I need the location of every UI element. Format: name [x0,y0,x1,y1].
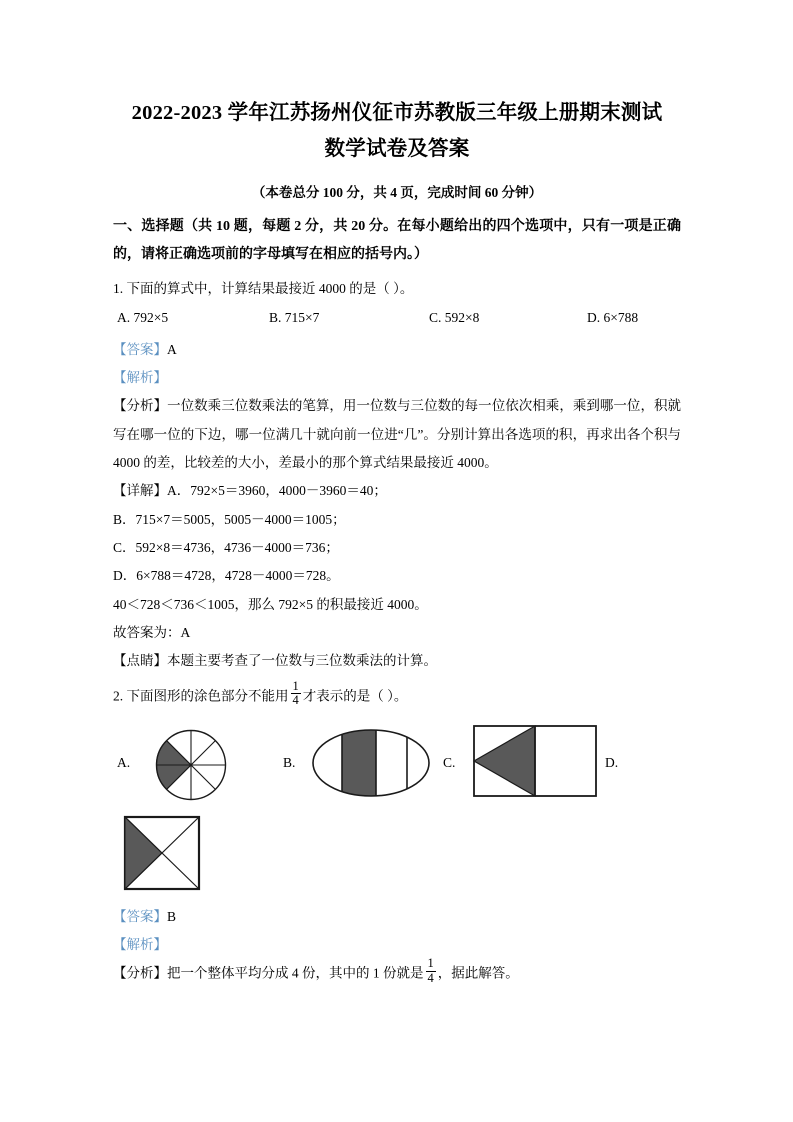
option-c-text: 592×8 [444,309,480,325]
question-1-text: 下面的算式中，计算结果最接近 4000 的是（ ）。 [126,281,414,297]
page-content [113,96,681,988]
square-diagonals-left-triangle-shaded-icon [121,813,203,893]
option-a[interactable] [117,310,168,326]
question-2-answer-line [113,903,681,931]
question-2-number: 2. [113,688,124,704]
option-d[interactable] [587,310,638,326]
option-c[interactable] [429,310,479,326]
analysis-label: 【解析】 [113,937,167,952]
fraction-numerator: 1 [292,678,299,693]
question-2-analysis-prefix: 把一个整体平均分成 4 份，其中的 1 份就是 [167,965,424,981]
analysis-prefix-label: 【分析】 [113,965,167,981]
question-2-stem [113,678,681,711]
analysis-prefix-label: 【分析】 [113,398,168,414]
document-title-line1: 2022-2023 学年江苏扬州仪征市苏教版三年级上册期末测试 [131,102,663,124]
figure-option-c-label: C. [443,754,456,770]
document-title [113,96,681,168]
question-1-analysis [113,392,681,477]
question-1-detail-line-4: D．6×788＝4728，4728－4000＝728。 [113,568,340,584]
fraction-one-quarter [291,680,301,708]
circle-eighths-two-shaded-icon [149,723,233,807]
question-1-number: 1. [113,281,124,297]
question-1-detail-line-1 [113,477,681,505]
question-1-answer-value: A [167,341,177,357]
question-2-analysis [113,956,681,988]
question-2-answer-value: B [167,908,177,924]
fraction-one-quarter [426,957,436,985]
section-heading: 一、选择题（共 10 题，每题 2 分，共 20 分。在每小题给出的四个选项中，只有一项是正确的，请将正确选项前的字母填写在相应的括号内。） [113,219,681,263]
question-2-analysis-head [113,931,681,959]
question-1-therefore-value: A [180,625,191,641]
analysis-label: 【解析】 [113,370,167,386]
ellipse-four-strips-second-shaded-icon [309,723,433,803]
question-2-analysis-suffix: ，据此解答。 [437,965,519,981]
question-2-figures-row-2 [113,811,681,895]
answer-label: 【答案】 [113,908,167,924]
option-c-key: C. [429,309,442,325]
question-2-text-part2: 才表示的是（ ）。 [302,688,408,704]
question-1-options [113,310,681,336]
figure-option-a-label: A. [117,754,131,770]
highlight-label: 【点睛】 [113,653,167,669]
therefore-label: 故答案为： [113,625,181,641]
fraction-denominator: 4 [427,970,434,985]
figure-option-d[interactable] [121,813,203,898]
question-1-detail-line-2: B．715×7＝5005，5005－4000＝1005； [113,511,346,527]
option-d-key: D. [587,309,601,325]
detail-label: 【详解】 [113,483,167,499]
question-1-detail-1: A．792×5＝3960，4000－3960＝40； [167,483,387,499]
option-d-text: 6×788 [603,309,639,325]
figure-option-b[interactable] [309,723,433,808]
question-1-comparison: 40＜728＜736＜1005，那么 792×5 的积最接近 4000。 [113,596,428,612]
question-1-therefore [113,619,681,647]
fraction-numerator: 1 [427,956,434,971]
option-b-text: 715×7 [284,309,320,325]
question-1-analysis-text: 一位数乘三位数乘法的笔算，用一位数与三位数的每一位依次相乘，乘到哪一位，积就写在哪一位的下边，哪一位满几十就向前一位进“几”。分别计算出各选项的积，再求出各个积与 4000 的差，比较差的大小，差最小的那个算式结果最接近 4000。 [113,398,682,471]
figure-option-d-label: D. [605,754,619,770]
option-b-key: B. [269,309,282,325]
question-1-highlight [113,647,681,675]
rectangle-half-with-shaded-triangle-icon [471,723,599,801]
option-a-key: A. [117,309,131,325]
question-1-answer-line [113,336,681,364]
document-subtitle: （本卷总分 100 分，共 4 页，完成时间 60 分钟） [251,184,543,200]
option-a-text: 792×5 [133,309,169,325]
question-1-analysis-head [113,364,681,392]
question-1-highlight-text: 本题主要考查了一位数与三位数乘法的计算。 [167,653,437,669]
question-2-figures-row-1 [113,721,681,807]
answer-label: 【答案】 [113,341,167,357]
figure-option-c[interactable] [471,723,599,806]
document-title-line2: 数学试卷及答案 [324,137,470,160]
question-1-stem [113,275,681,303]
option-b[interactable] [269,310,319,326]
figure-option-a[interactable] [149,723,233,812]
question-2-text-part1: 下面图形的涂色部分不能用 [126,688,289,704]
fraction-denominator: 4 [292,693,299,708]
question-1-detail-line-3: C．592×8＝4736，4736－4000＝736； [113,540,339,556]
figure-option-b-label: B. [283,754,296,770]
